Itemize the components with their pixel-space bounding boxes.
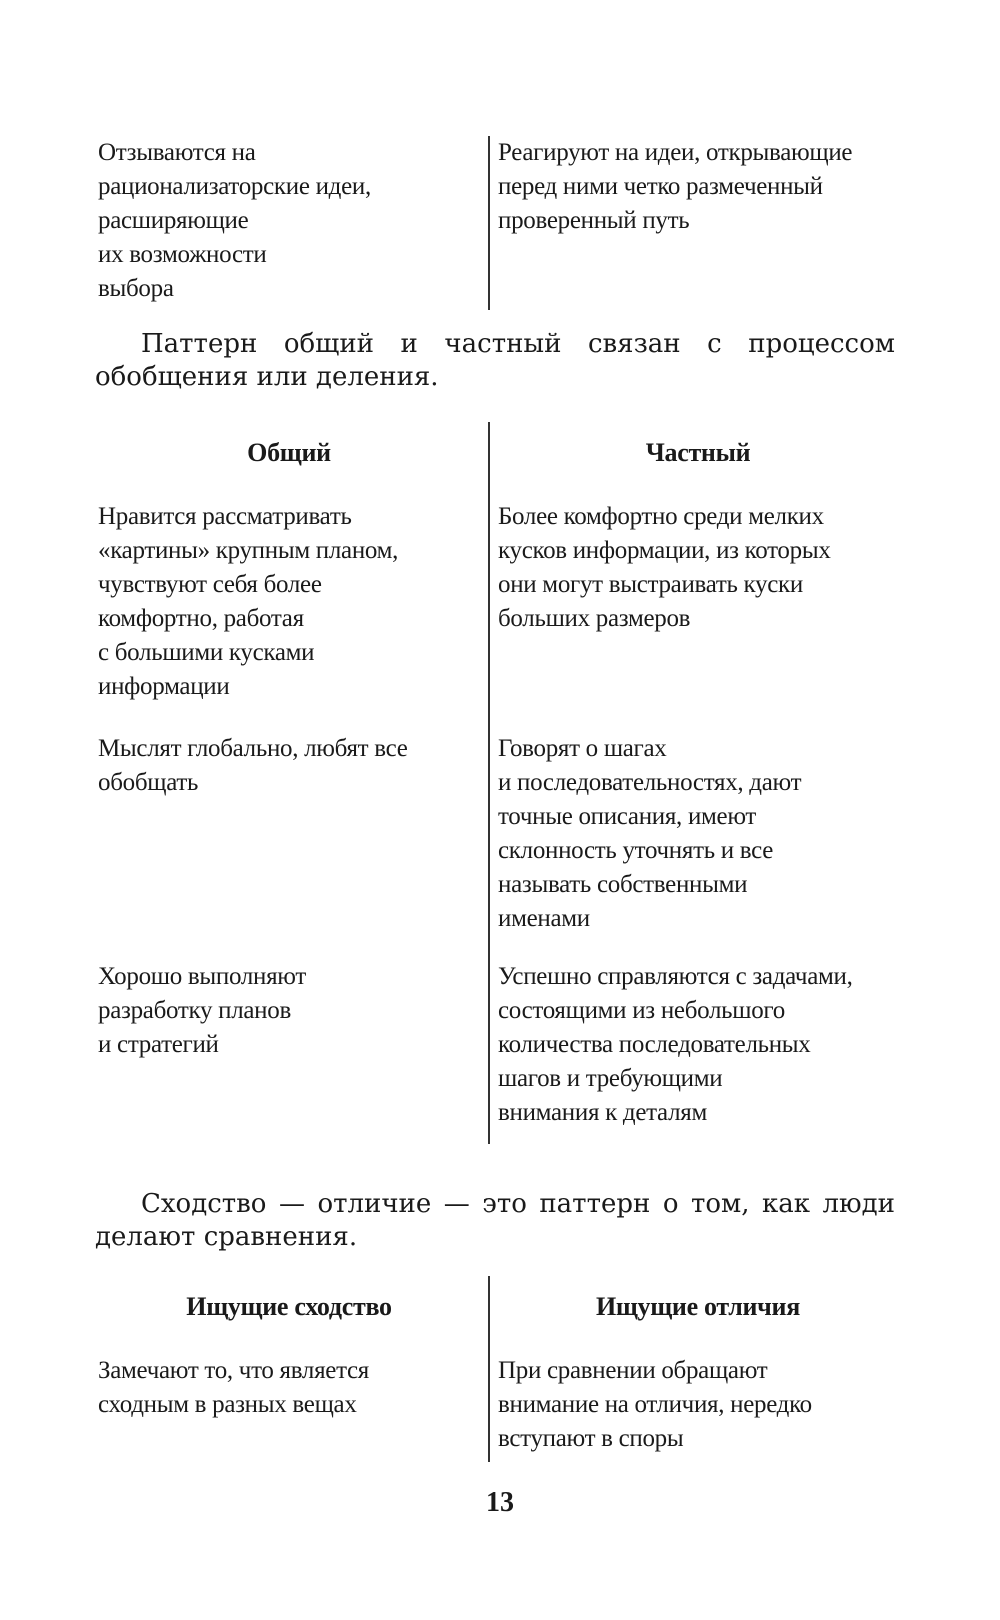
column-divider xyxy=(488,1276,898,1462)
column-divider xyxy=(488,422,898,1144)
column-header-specific: Частный xyxy=(645,438,751,467)
comparison-table-general-specific xyxy=(98,436,898,1144)
table-cell: Мыслят глобально, любят все обобщать xyxy=(98,735,408,796)
table-cell: Говорят о шагах и последовательностях, дают точные описания, имеют склонность уточнять и все называть собственными именами xyxy=(498,735,802,932)
table-cell: Замечают то, что является сходным в разных вещах xyxy=(98,1357,369,1418)
comparison-table-options xyxy=(98,136,898,310)
table-cell: Более комфортно среди мелких кусков информации, из которых они могут выстраивать куски больших размеров xyxy=(498,503,831,632)
table-cell: Хорошо выполняют разработку планов и стратегий xyxy=(98,963,306,1058)
column-divider xyxy=(488,136,898,310)
column-header-difference: Ищущие отличия xyxy=(595,1292,800,1321)
column-header-general: Общий xyxy=(247,438,331,467)
page-number: 13 xyxy=(486,1487,514,1518)
column-header-similarity: Ищущие сходство xyxy=(186,1292,392,1321)
comparison-table-similarity-difference xyxy=(98,1290,898,1462)
table-cell: Нравится рассматривать «картины» крупным планом, чувствуют себя более комфортно, работая с большими кусками информации xyxy=(98,503,399,700)
table-cell: Отзываются на рационализаторские идеи, расширяющие их возможности выбора xyxy=(98,139,371,302)
body-paragraph: Паттерн общий и частный связан с процессом обобщения или деления. xyxy=(95,329,895,392)
table-cell: Реагируют на идеи, открывающие перед ними четко размеченный проверенный путь xyxy=(498,139,853,234)
table-cell: Успешно справляются с задачами, состоящими из небольшого количества последовательных шагов и требующими внимания к деталям xyxy=(498,963,853,1126)
table-cell: При сравнении обращают внимание на отличия, нередко вступают в споры xyxy=(498,1357,812,1452)
body-paragraph: Сходство — отличие — это паттерн о том, как люди делают сравнения. xyxy=(95,1189,895,1252)
